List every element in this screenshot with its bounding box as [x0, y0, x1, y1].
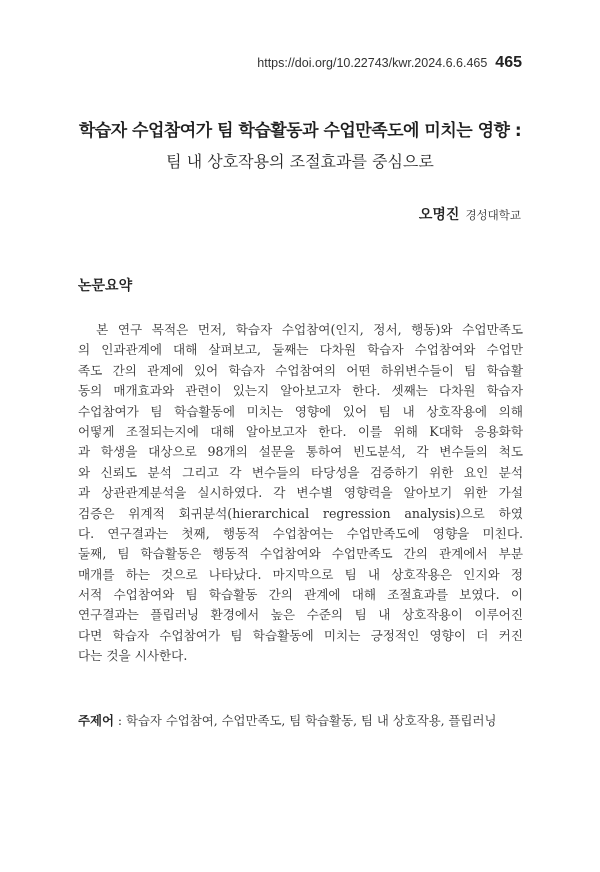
- abstract-line: 본 연구 목적은 먼저, 학습자 수업참여(인지, 정서, 행동)와 수업만족도: [78, 322, 523, 337]
- paper-subtitle: 팀 내 상호작용의 조절효과를 중심으로: [166, 152, 434, 171]
- page-number: 465: [495, 54, 522, 71]
- keywords-text: 학습자 수업참여, 수업만족도, 팀 학습활동, 팀 내 상호작용, 플립러닝: [125, 713, 497, 728]
- abstract-line: 의 인과관계에 대해 살펴보고, 둘째는 다차원 학습자 수업참여와 수업만: [78, 342, 523, 358]
- abstract-line: 매개를 하는 것으로 나타났다. 마지막으로 팀 내 상호작용은 인지와 정: [78, 566, 523, 582]
- abstract-line: 다. 연구결과는 첫째, 행동적 수업참여는 수업만족도에 영향을 미친다.: [78, 525, 523, 541]
- abstract-line: 둘째, 팀 학습활동은 행동적 수업참여와 수업만족도 간의 관계에서 부분: [78, 546, 523, 562]
- abstract-line: 어떻게 조절되는지에 대해 알아보고자 한다. 이를 위해 K대학 응용화학: [78, 423, 523, 439]
- abstract-line: 과 상관관계분석을 실시하였다. 각 변수별 영향력을 알아보기 위한 가설: [78, 485, 523, 501]
- paper-title: 학습자 수업참여가 팀 학습활동과 수업만족도에 미치는 영향 :: [78, 121, 522, 141]
- author-name: 오명진: [418, 207, 460, 223]
- abstract-line: 수업참여가 팀 학습활동에 미치는 영향에 있어 팀 내 상호작용에 의해: [78, 403, 523, 419]
- keywords: [78, 711, 528, 729]
- author-block: [419, 204, 521, 224]
- abstract-line: 동의 매개효과와 관련이 있는지 알아보고자 한다. 셋째는 다차원 학습자: [78, 383, 523, 399]
- abstract-line: 와 신뢰도 분석 그리고 각 변수들의 타당성을 검증하기 위한 요인 분석: [78, 464, 523, 480]
- abstract-line: 족도 간의 관계에 있어 학습자 수업참여의 어떤 하위변수들이 팀 학습활: [78, 362, 523, 378]
- doi-link[interactable]: https://doi.org/10.22743/kwr.2024.6.6.465: [257, 56, 488, 70]
- running-header: [257, 54, 522, 72]
- abstract-line: 다는 것을 시사한다.: [78, 648, 188, 664]
- keywords-separator: :: [113, 713, 126, 728]
- abstract-line: 과 학생을 대상으로 98개의 설문을 통하여 빈도분석, 각 변수들의 척도: [78, 444, 523, 460]
- title-block: [0, 116, 600, 172]
- abstract-line: 연구결과는 플립러닝 환경에서 높은 수준의 팀 내 상호작용이 이루어진: [78, 607, 523, 623]
- abstract-body: [78, 320, 523, 667]
- keywords-label: 주제어: [78, 713, 114, 728]
- abstract-line: 다면 학습자 수업참여가 팀 학습활동에 미치는 긍정적인 영향이 더 커진: [78, 627, 523, 643]
- abstract-line: 검증은 위계적 회귀분석(hierarchical regression analysis)으로 하였: [78, 505, 523, 521]
- abstract-heading: 논문요약: [78, 278, 133, 294]
- abstract-line: 서적 수업참여와 팀 학습활동 간의 관계에 대해 조절효과를 보였다. 이: [78, 587, 523, 603]
- author-affiliation: 경성대학교: [465, 208, 521, 222]
